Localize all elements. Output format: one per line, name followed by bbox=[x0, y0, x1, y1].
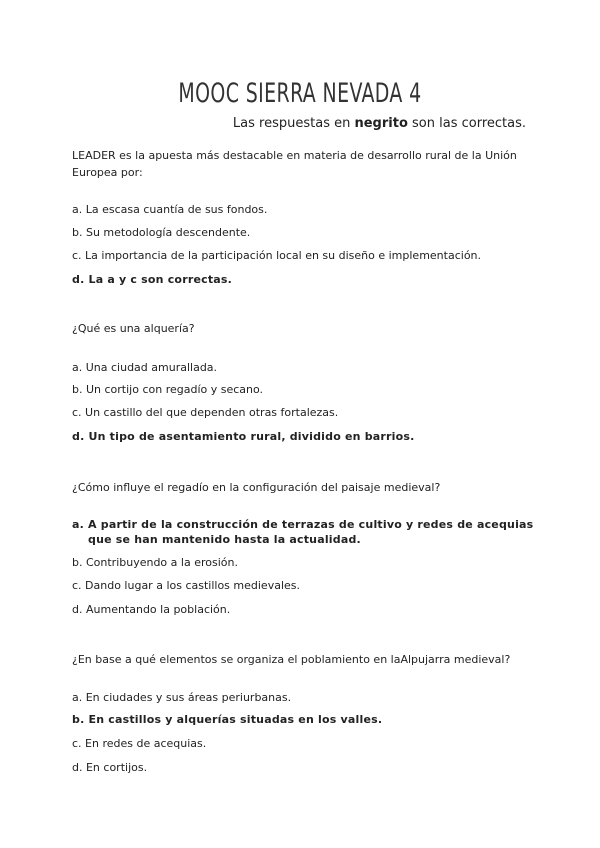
question-2-option-a: a. Una ciudad amurallada. bbox=[72, 361, 218, 374]
question-3-option-c: c. Dando lugar a los castillos medievales. bbox=[72, 579, 301, 592]
question-3-option-d: d. Aumentando la población. bbox=[72, 603, 231, 616]
question-3-option-a-correct bbox=[72, 517, 534, 547]
question-2-option-b: b. Un cortijo con regadío y secano. bbox=[72, 383, 264, 396]
question-3-option-b: b. Contribuyendo a la erosión. bbox=[72, 556, 238, 569]
question-2-text: ¿Qué es una alquería? bbox=[72, 322, 195, 335]
question-4-option-a: a. En ciudades y sus áreas periurbanas. bbox=[72, 691, 292, 704]
page-title: MOOC SIERRA NEVADA 4 bbox=[178, 78, 422, 109]
question-1-option-a: a. La escasa cuantía de sus fondos. bbox=[72, 203, 268, 216]
question-4-option-c: c. En redes de acequias. bbox=[72, 737, 207, 750]
question-4-option-d: d. En cortijos. bbox=[72, 761, 148, 774]
question-4-text: ¿En base a qué elementos se organiza el poblamiento en laAlpujarra medieval? bbox=[72, 653, 511, 666]
page-subtitle bbox=[233, 116, 526, 131]
question-1-text: LEADER es la apuesta más destacable en materia de desarrollo rural de la Unión Europea por: bbox=[72, 149, 517, 179]
question-1-option-b: b. Su metodología descendente. bbox=[72, 226, 251, 239]
subtitle-bold-word: negrito bbox=[354, 116, 408, 131]
question-3-text: ¿Cómo influye el regadío en la configuración del paisaje medieval? bbox=[72, 481, 441, 494]
question-2-option-d-correct: d. Un tipo de asentamiento rural, dividido en barrios. bbox=[72, 430, 415, 443]
question-1-option-d-correct: d. La a y c son correctas. bbox=[72, 273, 233, 286]
subtitle-prefix: Las respuestas en bbox=[232, 116, 351, 131]
question-3-option-a-text: a. A partir de la construcción de terrazas de cultivo y redes de acequias que se han mantenido hasta la actualidad. bbox=[72, 518, 534, 546]
question-4-option-b-correct: b. En castillos y alquerías situadas en los valles. bbox=[72, 713, 383, 726]
subtitle-suffix: son las correctas. bbox=[412, 116, 526, 131]
question-1-option-c: c. La importancia de la participación local en su diseño e implementación. bbox=[72, 249, 482, 262]
question-2-option-c: c. Un castillo del que dependen otras fortalezas. bbox=[72, 406, 339, 419]
